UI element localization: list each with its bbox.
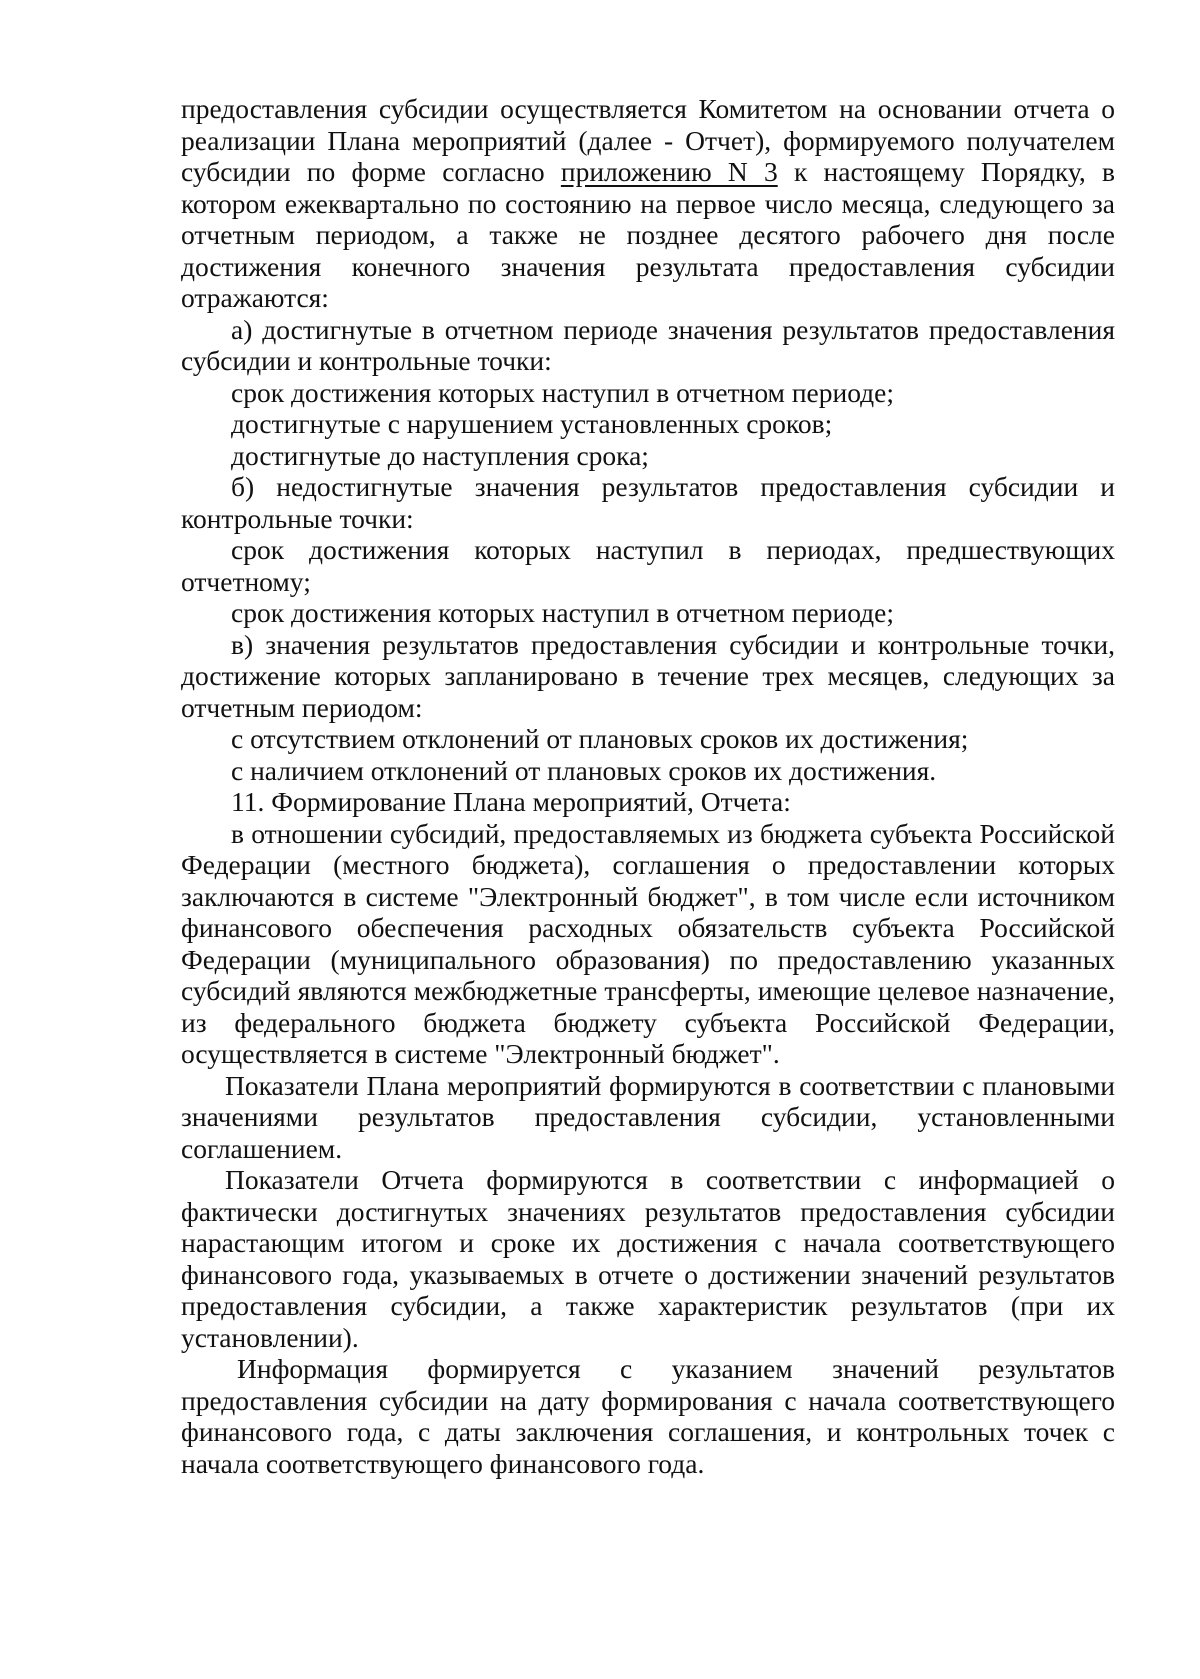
list-subitem-b-1: срок достижения которых наступил в периодах, предшествующих отчетному; [181, 534, 1115, 597]
paragraph-electronic-budget: в отношении субсидий, предоставляемых из бюджета субъекта Российской Федерации (местного бюджета), соглашения о предоставлении которых заключаются в системе "Электронный бюджет", в том числе если источником финансового обеспечения расходных обязательств субъекта Российской Федерации (муниципального образования) по предоставлению указанных субсидий являются межбюджетные трансферты, имеющие целевое назначение, из федерального бюджета бюджету субъекта Российской Федерации, осуществляется в системе "Электронный бюджет". [181, 817, 1115, 1069]
paragraph-plan-indicators: Показатели Плана мероприятий формируются в соответствии с плановыми значениями результатов предоставления субсидии, установленными соглашением. [181, 1069, 1115, 1164]
section-11-heading: 11. Формирование Плана мероприятий, Отчета: [231, 786, 791, 817]
paragraph-report-basis [181, 93, 1115, 314]
list-subitem-a-2: достигнутые с нарушением установленных сроков; [231, 408, 833, 439]
list-item-a: а) достигнутые в отчетном периоде значения результатов предоставления субсидии и контрольные точки: [181, 313, 1115, 376]
paragraph-information: Информация формируется с указанием значений результатов предоставления субсидии на дату формирования с начала соответствующего финансового года, с даты заключения соглашения, и контрольных точек с начала соответствующего финансового года. [181, 1353, 1115, 1479]
list-subitem-b-2: срок достижения которых наступил в отчетном периоде; [231, 597, 895, 628]
list-subitem-v-1: с отсутствием отклонений от плановых сроков их достижения; [231, 723, 969, 754]
list-item-v: в) значения результатов предоставления субсидии и контрольные точки, достижение которых запланировано в течение трех месяцев, следующих за отчетным периодом: [181, 628, 1115, 723]
list-item-b: б) недостигнутые значения результатов предоставления субсидии и контрольные точки: [181, 471, 1115, 534]
list-subitem-v-2: с наличием отклонений от плановых сроков их достижения. [231, 754, 937, 786]
list-subitem-a-3: достигнутые до наступления срока; [231, 439, 649, 471]
paragraph-report-indicators: Показатели Отчета формируются в соответствии с информацией о фактически достигнутых значениях результатов предоставления субсидии нарастающим итогом и сроке их достижения с начала соответствующего финансового года, указываемых в отчете о достижении значений результатов предоставления субсидии, а также характеристик результатов (при их установлении). [181, 1164, 1115, 1353]
paragraph-text: к настоящему Порядку, в котором ежеквартально по состоянию на первое число месяца, следующего за отчетным периодом, а также не позднее десятого рабочего дня после достижения конечного значения результата предоставления субсидии отражаются: [181, 156, 1115, 313]
list-subitem-a-1: срок достижения которых наступил в отчетном периоде; [231, 376, 895, 408]
document-body [181, 93, 1115, 1479]
appendix-3-link[interactable]: приложению N 3 [560, 156, 778, 187]
paragraph-text: предоставления субсидии осуществляется Комитетом на основании отчета о реализации Плана мероприятий (далее - Отчет), формируемого получателем субсидии по форме согласно [181, 93, 1115, 187]
